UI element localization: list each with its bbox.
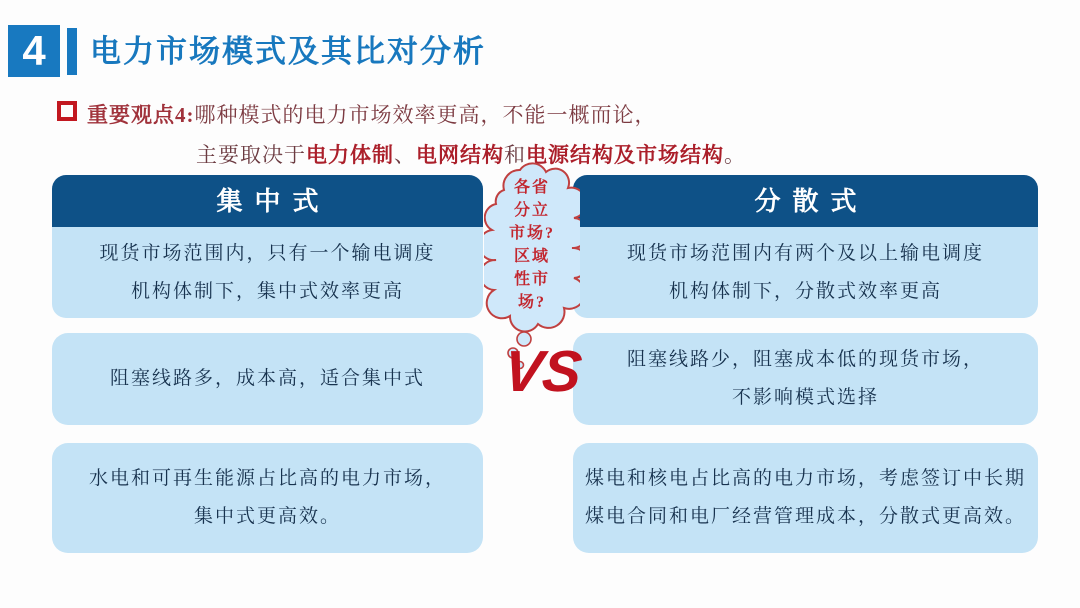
box-line: 机构体制下，分散式效率更高 <box>668 280 942 302</box>
key-point-line2 <box>196 139 746 169</box>
line2-segment-emphasis: 电网结构 <box>416 143 504 167</box>
centralized-box-1 <box>52 227 483 318</box>
box-line: 机构体制下，集中式效率更高 <box>130 280 404 302</box>
centralized-header: 集中式 <box>52 175 483 227</box>
box-line: 现货市场范围内有两个及以上输电调度 <box>626 242 984 264</box>
bullet-square-icon <box>57 101 77 121</box>
bubble-line: 分立 <box>513 202 550 219</box>
box-line: 不影响模式选择 <box>731 387 879 408</box>
bubble-line: 市场? <box>508 225 555 242</box>
decentralized-header: 分散式 <box>573 175 1038 227</box>
centralized-box-3 <box>52 443 483 553</box>
title-divider <box>67 28 77 75</box>
bubble-line: 区域 <box>513 248 550 265</box>
decentralized-box-2 <box>573 333 1038 425</box>
bubble-line: 性市 <box>513 271 550 288</box>
line2-segment-emphasis: 电源结构及市场结构 <box>526 143 724 167</box>
centralized-box-2 <box>52 333 483 425</box>
box-line: 煤电合同和电厂经营管理成本，分散式更高效。 <box>584 506 1026 527</box>
key-point-label: 重要观点4: <box>87 103 195 127</box>
bubble-line: 各省 <box>513 179 550 196</box>
box-line: 集中式更高效。 <box>193 506 341 527</box>
line2-segment-emphasis: 电力体制 <box>306 143 394 167</box>
decentralized-box-3 <box>573 443 1038 553</box>
thought-bubble-text <box>484 176 580 314</box>
box-line: 现货市场范围内，只有一个输电调度 <box>99 242 436 264</box>
box-line: 煤电和核电占比高的电力市场，考虑签订中长期 <box>584 468 1026 489</box>
section-number-badge: 4 <box>8 25 60 77</box>
page-title: 电力市场模式及其比对分析 <box>90 34 486 69</box>
line2-segment: 。 <box>724 143 746 167</box>
centralized-column <box>52 175 483 553</box>
box-line: 水电和可再生能源占比高的电力市场， <box>88 468 446 489</box>
line2-segment: 和 <box>504 143 526 167</box>
key-point-line1 <box>57 99 657 129</box>
decentralized-column <box>573 175 1038 553</box>
vs-label: VS <box>500 339 585 404</box>
key-point-text: 哪种模式的电力市场效率更高，不能一概而论， <box>194 103 657 127</box>
line2-segment: 主要取决于 <box>196 143 306 167</box>
box-line: 阻塞线路多，成本高，适合集中式 <box>109 368 425 389</box>
decentralized-box-1 <box>573 227 1038 318</box>
line2-segment: 、 <box>394 143 416 167</box>
box-line: 阻塞线路少，阻塞成本低的现货市场， <box>626 349 984 370</box>
bubble-line: 场? <box>517 294 546 311</box>
